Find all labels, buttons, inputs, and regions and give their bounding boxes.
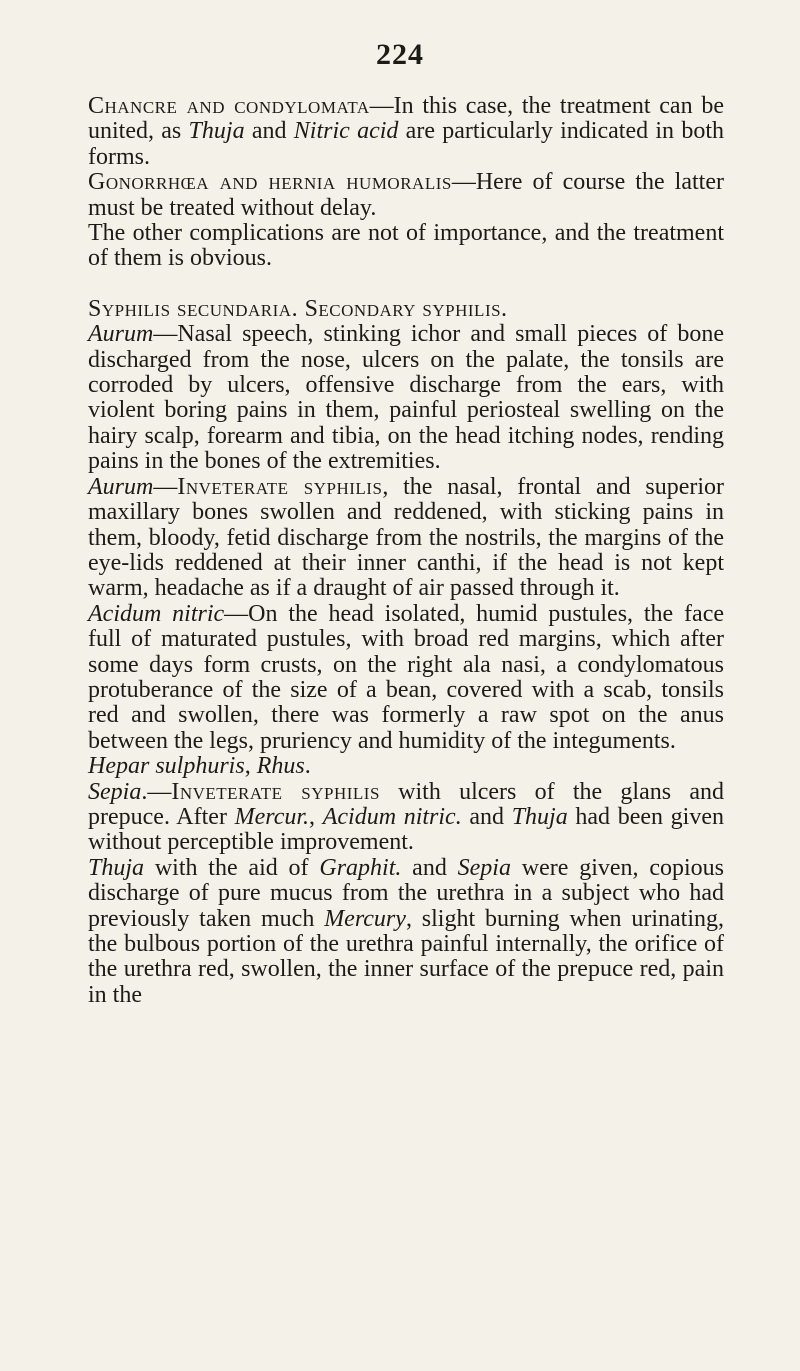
text-run: and [244, 118, 294, 145]
small-caps-text: Chancre and condylomata [88, 93, 370, 119]
text-run: , the nasal, frontal and superior maxillary bones swollen and reddened, with sticking pains in them, bloody, fetid discharge from the nostrils, the margins of the eye-lids reddened at their inner canthi, if the head is not kept warm, headache as if a draught of air passed through it. [88, 473, 724, 602]
paragraph [88, 322, 724, 474]
page-number: 224 [376, 38, 424, 71]
text-run: with the aid of [144, 854, 320, 881]
paragraph [88, 94, 724, 170]
text-run: —In this case, the treatment can be united, as [88, 93, 724, 145]
italic-text: Mercur. [234, 803, 310, 830]
text-run: , slight burning when urinating, the bulbous portion of the urethra painful internally, the orifice of the urethra red, swollen, the inner surface of the prepuce red, pain in the [88, 905, 724, 1008]
italic-text: Nitric acid [293, 118, 399, 145]
italic-text: Hepar sulphuris [88, 753, 245, 780]
paragraph [88, 170, 724, 221]
text-run: are particularly indicated in both forms. [88, 118, 724, 170]
text-run: The other complications are not of importance, and the treatment of them is obvious. [88, 220, 724, 272]
paragraph [88, 602, 724, 754]
italic-text: Sepia [457, 854, 511, 881]
paragraph [88, 221, 724, 272]
paragraph [88, 780, 724, 856]
italic-text: Sepia [88, 778, 142, 805]
text-run: .— [141, 778, 172, 805]
paragraph [88, 297, 724, 322]
text-run: were given, copious discharge of pure mucus from the urethra in a subject who had previously taken much [88, 854, 724, 932]
text-run: —On the head isolated, humid pustules, the face full of maturated pustules, with broad red margins, which after some days form crusts, on the right ala nasi, a condylomatous protuberance of the size of a bean, covered with a scab, tonsils red and swollen, there was formerly a raw spot on the anus between the legs, pruriency and humidity of the integuments. [88, 600, 724, 754]
italic-text: Acidum nitric [88, 600, 225, 627]
italic-text: Mercury [324, 905, 406, 932]
italic-text: Aurum [88, 321, 154, 348]
paragraph-gap [88, 272, 724, 297]
text-run: . [304, 753, 311, 780]
text-run: and [401, 854, 458, 881]
paragraph [88, 856, 724, 1008]
text-run: — [153, 473, 178, 500]
small-caps-text: Inveterate syphilis [177, 473, 383, 500]
text-run: with ulcers of the glans and prepuce. After [88, 778, 724, 830]
paragraph [88, 475, 724, 602]
small-caps-text: Inveterate syphilis [171, 778, 380, 805]
paragraph [88, 754, 724, 779]
text-run: —Nasal speech, stinking ichor and small pieces of bone discharged from the nose, ulcers on the palate, the tonsils are corroded by ulcers, offensive discharge from the ears, with violent boring pains in them, painful periosteal swelling on the hairy scalp, forearm and tibia, on the head itching nodes, rending pains in the bones of the extremities. [88, 321, 724, 475]
text-run: and [461, 803, 512, 830]
italic-text: Acidum nitric. [322, 803, 462, 830]
text-run: had been given without perceptible improvement. [88, 803, 725, 856]
italic-text: Thuja [88, 854, 145, 881]
small-caps-text: Gonorrhœa and hernia humoralis [88, 169, 452, 196]
italic-text: Thuja [188, 118, 245, 145]
text-run: , [309, 803, 323, 830]
text-run: , [244, 753, 257, 780]
italic-text: Aurum [88, 473, 154, 500]
italic-text: Rhus [256, 753, 305, 780]
small-caps-text: Syphilis secundaria. Secondary syphilis. [88, 295, 508, 322]
body-text [88, 94, 724, 1008]
text-run: —Here of course the latter must be treated without delay. [88, 169, 724, 221]
italic-text: Graphit. [319, 854, 402, 881]
italic-text: Thuja [511, 803, 568, 830]
